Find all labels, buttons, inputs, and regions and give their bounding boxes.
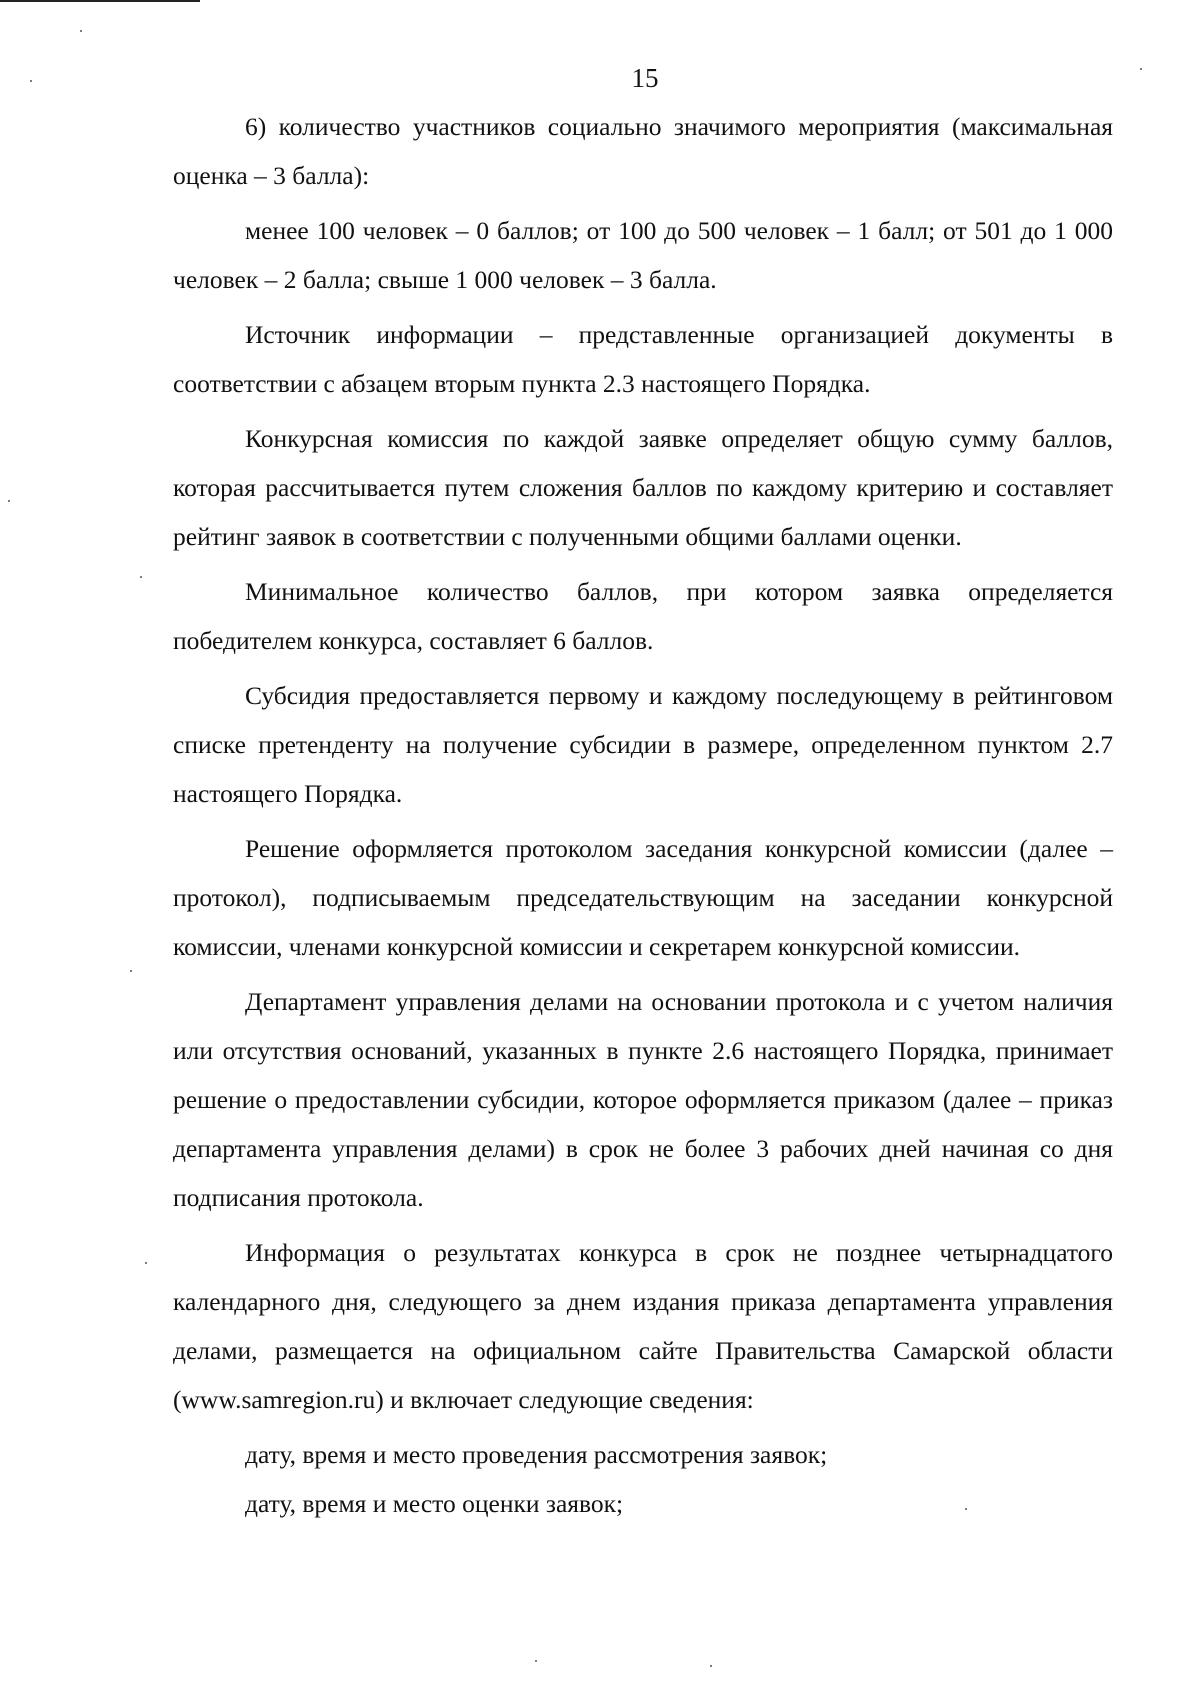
list-item-review-date: дату, время и место проведения рассмотрения заявок;	[245, 1440, 828, 1469]
scan-speck	[1140, 68, 1142, 70]
paragraph-information-source: Источник информации – представленные организацией документы в соответствии с абзацем вторым пункта 2.3 настоящего Порядка.	[173, 320, 1113, 398]
paragraph-protocol-decision: Решение оформляется протоколом заседания конкурсной комиссии (далее – протокол), подписываемым председательствующим на заседании конкурсной комиссии, членами конкурсной комиссии и секретарем конкурсной комиссии.	[173, 834, 1113, 961]
scan-speck	[8, 500, 10, 502]
scan-speck	[535, 1660, 537, 1662]
paragraph-results-publication: Информация о результатах конкурса в срок не позднее четырнадцатого календарного дня, следующего за днем издания приказа департамента управления делами, размещается на официальном сайте Правительства Самарской области (www.samregion.ru) и включает следующие сведения:	[173, 1238, 1113, 1414]
document-body	[173, 102, 1113, 1528]
paragraph-minimum-score: Минимальное количество баллов, при котором заявка определяется победителем конкурса, составляет 6 баллов.	[173, 577, 1113, 655]
page-number: 15	[631, 63, 659, 93]
paragraph-department-order: Департамент управления делами на основании протокола и с учетом наличия или отсутствия оснований, указанных в пункте 2.6 настоящего Порядка, принимает решение о предоставлении субсидии, которое оформляется приказом (далее – приказ департамента управления делами) в срок не более 3 рабочих дней начиная со дня подписания протокола.	[173, 987, 1113, 1212]
scan-speck	[80, 30, 82, 32]
list-item-evaluation-date: дату, время и место оценки заявок;	[245, 1489, 624, 1518]
scan-speck	[145, 1262, 147, 1264]
scan-edge-line	[0, 0, 200, 2]
scan-speck	[140, 576, 142, 578]
paragraph-participant-scale: менее 100 человек – 0 баллов; от 100 до 500 человек – 1 балл; от 501 до 1 000 человек – 2 балла; свыше 1 000 человек – 3 балла.	[173, 216, 1113, 294]
paragraph-criterion-6: 6) количество участников социально значимого мероприятия (максимальная оценка – 3 балла):	[173, 112, 1113, 190]
scan-speck	[30, 80, 32, 82]
scan-speck	[710, 1665, 712, 1667]
scan-speck	[130, 970, 132, 972]
paragraph-subsidy-provision: Субсидия предоставляется первому и каждому последующему в рейтинговом списке претенденту на получение субсидии в размере, определенном пунктом 2.7 настоящего Порядка.	[173, 681, 1113, 808]
paragraph-commission-rating: Конкурсная комиссия по каждой заявке определяет общую сумму баллов, которая рассчитывается путем сложения баллов по каждому критерию и составляет рейтинг заявок в соответствии с полученными общими баллами оценки.	[173, 424, 1113, 551]
scan-speck	[965, 1508, 967, 1510]
